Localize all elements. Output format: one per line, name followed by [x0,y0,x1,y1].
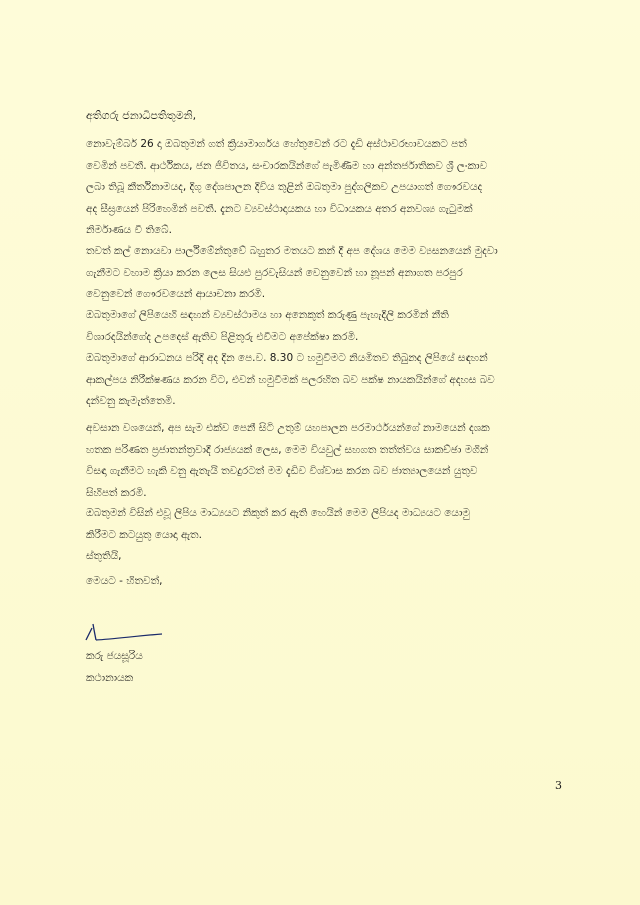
paragraph-6 [86,503,556,546]
paragraph-line: දන්වනු කැමැත්තෙමි. [86,395,176,407]
paragraph-line: සිහිපත් කරමි. [86,486,147,499]
signature [84,614,164,650]
signatory-title: කථානායක [86,672,134,684]
paragraph-line: ගැනීමට වහාම ක්‍රියා කරන ලෙස සියළු පුරවැසියන් වෙනුවෙන් හා නූපන් අනාගත පරපුර [86,266,463,279]
signature-stroke [93,624,96,640]
signature-stroke [86,628,92,640]
paragraph-line: වෙමින් පවතී. ආර්ථිකය, ජන ජිවිතය, සංචාරකයින්ගේ පැමිණීම හා අන්තර්ජාතිකව ශ්‍රී ලංකාව [86,159,488,172]
paragraph-line: නිර්මාණය වී තිබේ. [86,224,172,236]
paragraph-5 [86,418,556,504]
paragraph-line: තවත් කල් නොයවා පාර්ලිමේන්තුවේ බහුතර මතයට කන් දී අප දේශය මෙම ව්‍යසනයෙන් මුදවා [86,245,498,257]
closing-regards: මෙයට - හිතවත්, [86,575,163,587]
page-number: 3 [555,779,562,792]
paragraph-1 [86,134,556,242]
paragraph-line: කිරීමට කටයුතු යොදා ඇත. [86,528,202,541]
signatory-name: කරු ජයසූරිය [86,650,143,662]
paragraph-2 [86,241,556,306]
paragraph-line: නොවැම්බර් 26 දා ඔබතුමන් ගත් ක්‍රියාමාර්ගය හේතුවෙන් රට දැඩි අස්ථාවරභාවයකට පත් [86,138,467,150]
paragraph-line: විසඳා ගැනීමට හැකි වනු ඇතැයි තවදුරටත් මම දැඩිව විශ්වාස කරන බව ජාත්‍යාලයෙන් යුතුව [86,465,478,477]
signature-stroke [96,634,162,640]
paragraph-4 [86,348,556,413]
paragraph-line: හතක පරිණත ප්‍රජාතන්ත්‍රවාදී රාජ්‍යයක් ලෙස, මෙම වියවුල් සහගත තත්ත්වය සාකච්ඡා මගින් [86,443,489,456]
paragraph-line: අවසාන වශයෙන්, අප සැම එක්ව පෙනී සිටි උතුම් යහපාලන පරමාර්ථයන්ගේ නාමයෙන් දශක [86,422,490,434]
paragraph-line: විශාරදයින්ගේද උපදෙස් ඇතිව පිළිතුරු එවීමට අපේක්ෂා කරමි. [86,330,359,343]
closing-thanks: ස්තුතියි, [86,550,122,562]
salutation: අතිගරු ජනාධිපතිතුමනි, [86,109,197,122]
paragraph-line: ලබා තිබූ කීර්තිනාමයද, දිගු දේශපාලන දිවිය තුළින් ඔබතුමා පුද්ගලිකව උපයාගත් ගෞරවයද [86,181,483,193]
paragraph-line: ඔබතුමාගේ ලිපියෙහි සඳහන් ව්‍යවස්ථාමය හා අනෙකුත් කරුණු පැහැදිලි කරමින් නීති [86,309,449,321]
paragraph-line: ආකල්පය නිරීක්ෂණය කරන විට, එවන් හමුවීමක් පලරහිත බව පක්ෂ නායකයින්ගේ අදහස බව [86,373,495,386]
paragraph-line: වෙනුවෙන් ගෞරවයෙන් ආයාචනා කරමි. [86,288,266,300]
paragraph-line: අද සීඝ්‍රයෙන් පිරිහෙමින් පවතී. දැනට ව්‍යවස්ථාදායකය හා විධායකය අතර අනවශ්‍ය ගැටුමක් [86,202,473,215]
paragraph-line: ඔබතුමාගේ ආරාධනය පරිදි අද දින පෙ.ව. 8.30 ට හමුවීමට නියමිතව තිබුනද ලිපියේ සඳහන් [86,352,488,364]
paragraph-3 [86,305,556,348]
paragraph-line: ඔබතුමන් විසින් එවූ ලිපිය මාධ්‍යයට නිකුත් කර ඇති හෙයින් මෙම ලිපියද මාධ්‍යයට යොමු [86,507,470,519]
